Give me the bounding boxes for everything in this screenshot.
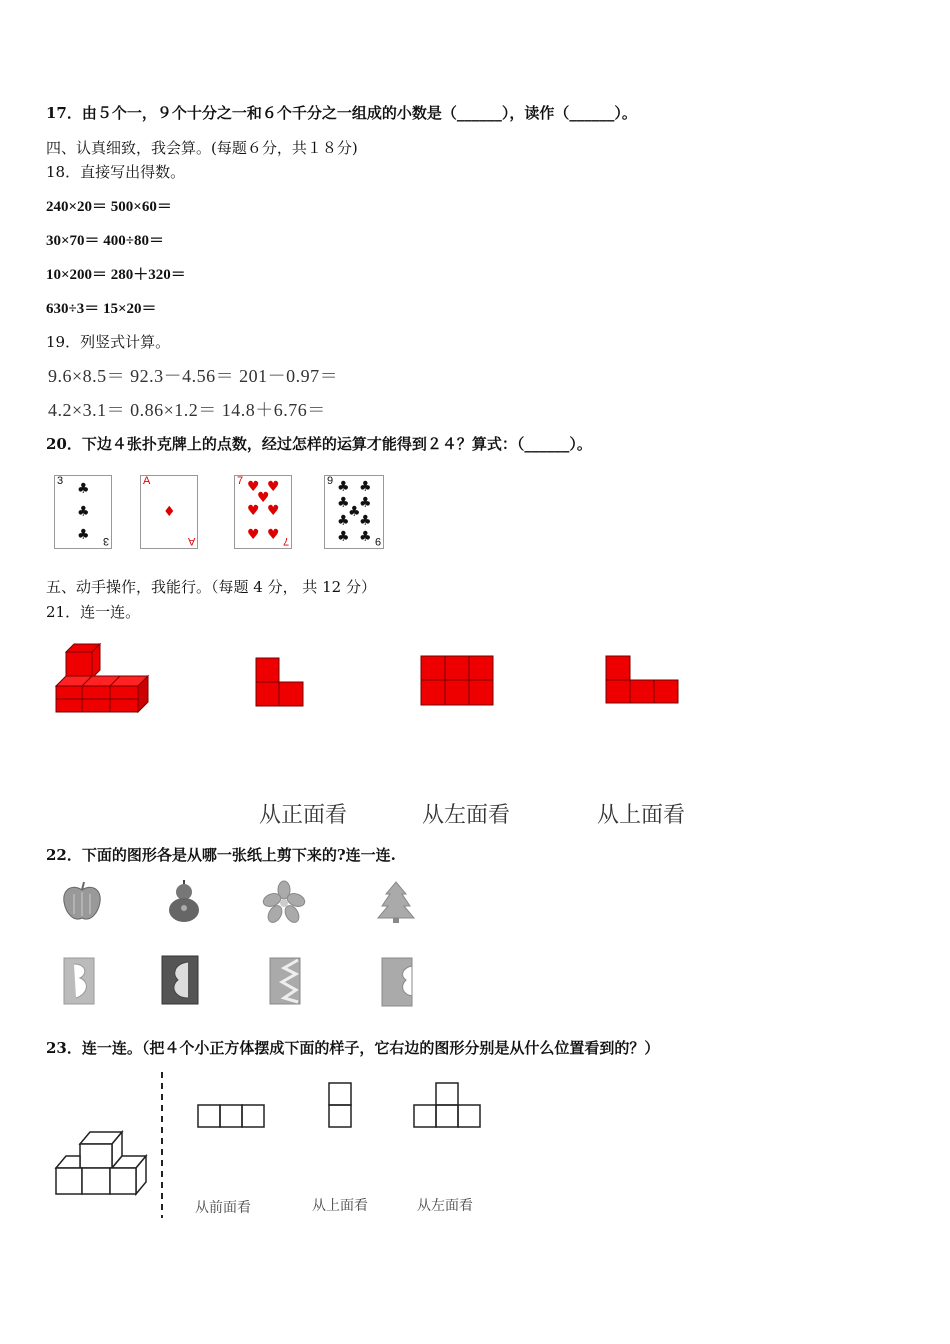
playing-card-3-clubs bbox=[54, 475, 112, 549]
card-rank: 3 bbox=[57, 475, 64, 487]
label-top-view: 从上面看 bbox=[597, 803, 686, 828]
cut-paper-4 bbox=[380, 956, 414, 1008]
apple-icon bbox=[60, 880, 104, 924]
club-icon: ♣ bbox=[77, 527, 90, 543]
section-5-heading: 五、动手操作，我能行。（每题 4 分， 共 12 分） bbox=[46, 578, 376, 596]
red-cube-stack-3d bbox=[52, 640, 152, 716]
flower-icon bbox=[262, 880, 306, 924]
red-view-rectangle-2x3 bbox=[420, 655, 494, 707]
heart-icon: ♥ bbox=[247, 503, 260, 519]
q19-row-1: 9.6×8.5＝ 92.3－4.56＝ 201－0.97＝ bbox=[48, 366, 339, 386]
club-icon: ♣ bbox=[359, 513, 372, 529]
club-icon: ♣ bbox=[359, 495, 372, 511]
club-icon: ♣ bbox=[348, 504, 361, 520]
question-23: 23．连一连。（把４个小正方体摆成下面的样子，它右边的图形分别是从什么位置看到的？） bbox=[46, 1039, 660, 1057]
playing-card-ace-diamonds bbox=[140, 475, 198, 549]
cube-stack-drawing bbox=[52, 1128, 152, 1200]
red-view-long-l-shape bbox=[605, 655, 681, 705]
heart-icon: ♥ bbox=[247, 479, 260, 495]
card-rank-bottom: 3 bbox=[102, 535, 109, 547]
dashed-divider bbox=[159, 1072, 165, 1218]
question-22: 22．下面的图形各是从哪一张纸上剪下来的?连一连. bbox=[46, 846, 396, 864]
question-19: 19．列竖式计算。 bbox=[46, 333, 171, 351]
cut-paper-3 bbox=[268, 956, 302, 1006]
gourd-icon bbox=[164, 878, 204, 924]
label-left-view: 从左面看 bbox=[422, 803, 511, 828]
question-18: 18．直接写出得数。 bbox=[46, 163, 186, 181]
tree-icon bbox=[376, 880, 416, 924]
question-21: 21．连一连。 bbox=[46, 603, 141, 621]
q18-row-3: 10×200＝ 280＋320＝ bbox=[46, 267, 186, 283]
heart-icon: ♥ bbox=[257, 490, 270, 506]
club-icon: ♣ bbox=[337, 479, 350, 495]
q19-row-2: 4.2×3.1＝ 0.86×1.2＝ 14.8＋6.76＝ bbox=[48, 400, 326, 420]
view-two-vertical bbox=[328, 1082, 352, 1128]
club-icon: ♣ bbox=[337, 529, 350, 545]
card-rank-bottom: 7 bbox=[282, 535, 289, 547]
club-icon: ♣ bbox=[337, 495, 350, 511]
question-20: 20．下边４张扑克牌上的点数，经过怎样的运算才能得到２４？算式：（______）。 bbox=[46, 435, 592, 453]
label-front-view: 从正面看 bbox=[259, 803, 348, 828]
cut-paper-1 bbox=[62, 956, 96, 1006]
label-left-view-23: 从左面看 bbox=[417, 1198, 473, 1214]
playing-card-9-clubs bbox=[324, 475, 384, 549]
q18-row-2: 30×70＝ 400÷80＝ bbox=[46, 233, 165, 249]
club-icon: ♣ bbox=[77, 504, 90, 520]
label-top-view-23: 从上面看 bbox=[312, 1198, 368, 1214]
view-t-shape bbox=[413, 1082, 481, 1128]
heart-icon: ♥ bbox=[267, 527, 280, 543]
club-icon: ♣ bbox=[359, 479, 372, 495]
card-rank: A bbox=[143, 475, 151, 487]
red-view-l-shape bbox=[255, 657, 305, 707]
heart-icon: ♥ bbox=[267, 503, 280, 519]
view-three-horizontal bbox=[197, 1104, 265, 1128]
card-rank: 7 bbox=[237, 475, 244, 487]
card-rank-bottom: A bbox=[187, 535, 195, 547]
q18-row-4: 630÷3＝ 15×20＝ bbox=[46, 301, 157, 317]
question-17: 17．由５个一，９个十分之一和６个千分之一组成的小数是（______），读作（______）。 bbox=[46, 104, 637, 122]
heart-icon: ♥ bbox=[247, 527, 260, 543]
playing-card-7-hearts bbox=[234, 475, 292, 549]
diamond-icon: ♦ bbox=[163, 504, 176, 520]
heart-icon: ♥ bbox=[267, 479, 280, 495]
section-4-heading: 四、认真细致，我会算。(每题６分，共１８分) bbox=[46, 139, 358, 157]
club-icon: ♣ bbox=[77, 481, 90, 497]
club-icon: ♣ bbox=[359, 529, 372, 545]
card-rank: 9 bbox=[327, 475, 334, 487]
q18-row-1: 240×20＝ 500×60＝ bbox=[46, 199, 172, 215]
cut-paper-2 bbox=[160, 954, 200, 1006]
label-front-view-23: 从前面看 bbox=[195, 1200, 251, 1216]
club-icon: ♣ bbox=[337, 513, 350, 529]
card-rank-bottom: 9 bbox=[374, 535, 381, 547]
